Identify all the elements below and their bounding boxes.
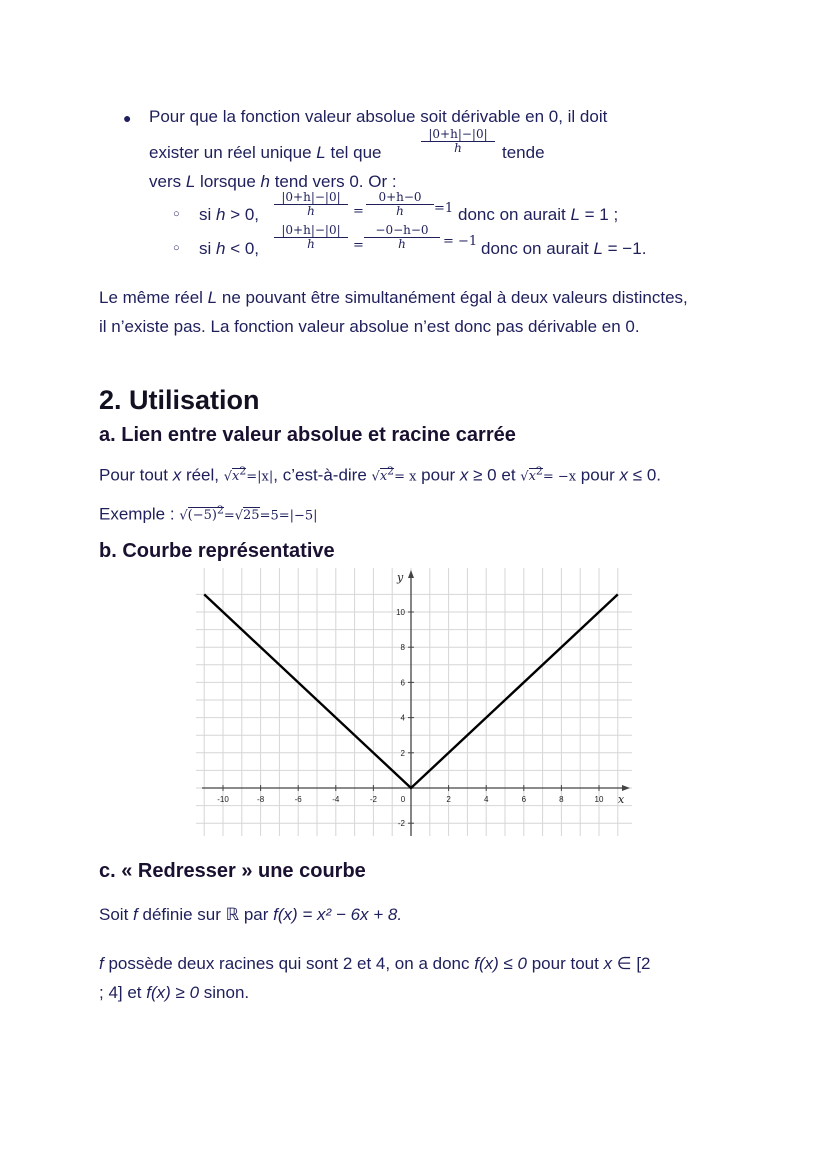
x-tick-label: 6 <box>521 795 527 804</box>
bullet-line-3: vers L lorsque h tend vers 0. Or : <box>149 172 397 191</box>
y-tick-label: -2 <box>397 819 405 829</box>
roots-paragraph: f possède deux racines qui sont 2 et 4, on a donc f(x) ≤ 0 pour tout x ∈ [2 ; 4] et f(x) ≥ 0 sinon. <box>99 954 651 1002</box>
y-tick-label: 2 <box>400 748 405 758</box>
y-tick-label: 4 <box>400 713 405 723</box>
case-positive-fraction: |0+h|−|0| h <box>274 191 348 218</box>
bullet-point: ● <box>123 110 132 126</box>
case-positive-result: =1 <box>434 201 454 216</box>
case-negative-label: si h < 0, <box>199 239 260 258</box>
sqrt-formula-1: $√x^2=|x|$ <box>223 465 274 485</box>
example-formula: $√(-5)^2=√25=5=|-5|$ <box>179 504 318 524</box>
bullet-line-1: Pour que la fonction valeur absolue soit dérivable en 0, il doit <box>149 107 608 126</box>
section-title: 2. Utilisation <box>99 385 260 415</box>
bullet-line-2-tail: tende <box>502 143 545 162</box>
y-tick-label: 6 <box>400 678 405 688</box>
x-axis-label: x <box>618 793 625 806</box>
bullet-line-2: exister un réel unique L tel que <box>149 143 382 162</box>
subsection-b-title: b. Courbe représentative <box>99 540 335 562</box>
y-tick-label: 8 <box>400 643 405 653</box>
case-negative-simplified: −0−h−0 h <box>364 224 440 251</box>
sqrt-formula-3: $√x^2= -x$ <box>520 465 577 485</box>
sqrt-formula-2: $√x^2= x$ <box>371 465 417 485</box>
x-tick-label: 10 <box>594 795 604 804</box>
x-tick-label: 2 <box>446 795 451 804</box>
case-negative-equals: = <box>353 238 364 253</box>
y-axis-label: y <box>397 571 404 584</box>
absolute-value-graph <box>196 568 632 836</box>
function-definition: Soit f définie sur ℝ par f(x) = x² − 6x + 8. <box>99 905 403 924</box>
subsection-a-title: a. Lien entre valeur absolue et racine carrée <box>99 424 516 446</box>
x-tick-label: -8 <box>257 795 265 804</box>
case-positive-conclusion: donc on aurait L = 1 ; <box>458 205 619 224</box>
x-tick-label: 4 <box>483 795 489 804</box>
x-tick-label: 8 <box>559 795 564 804</box>
case-negative-conclusion: donc on aurait L = −1. <box>481 239 647 258</box>
sqrt-identity-line: Pour tout x réel, $√x^2=|x|$, c’est-à-dire $√x^2= x$ pour x ≥ 0 et $√x^2= -x$ pour x ≤ 0. <box>99 465 662 485</box>
conclusion-paragraph: Le même réel L ne pouvant être simultanément égal à deux valeurs distinctes, il n’existe pas. La fonction valeur absolue n’est donc pas dérivable en 0. <box>99 288 688 336</box>
difference-quotient: |0+h|−|0| h <box>421 128 495 155</box>
sub-bullet-2: ○ <box>173 242 180 254</box>
x-tick-label: -2 <box>369 795 377 804</box>
case-positive-simplified: 0+h−0 h <box>366 191 434 218</box>
x-tick-label: 0 <box>400 795 406 804</box>
x-axis-arrow <box>622 785 630 791</box>
y-axis-arrow <box>408 570 414 578</box>
x-tick-label: -6 <box>294 795 302 804</box>
y-tick-label: 10 <box>396 608 405 617</box>
example-line: Exemple : $√(-5)^2=√25=5=|-5|$ <box>99 504 318 524</box>
case-negative-result: = −1 <box>443 234 478 249</box>
case-positive-equals: = <box>353 204 364 219</box>
subsection-c-title: c. « Redresser » une courbe <box>99 860 366 882</box>
x-tick-label: -10 <box>217 795 229 804</box>
case-positive-label: si h > 0, <box>199 205 260 224</box>
x-tick-label: -4 <box>332 795 340 804</box>
case-negative-fraction: |0+h|−|0| h <box>274 224 348 251</box>
sub-bullet-1: ○ <box>173 208 180 220</box>
